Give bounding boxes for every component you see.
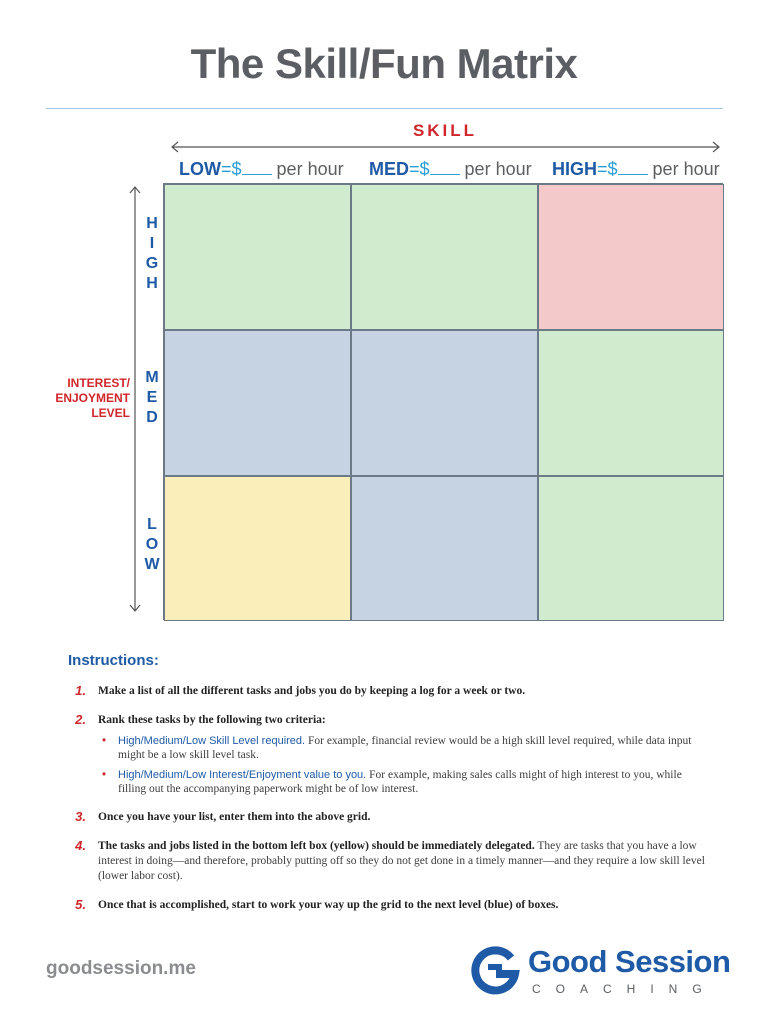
column-level: MED	[369, 159, 409, 179]
instructions-list	[68, 684, 708, 927]
grid-cell-med-high	[538, 330, 724, 476]
step-number: 5.	[75, 897, 86, 912]
grid-cell-high-high	[538, 184, 724, 330]
row-letter: L	[147, 516, 157, 533]
blank-line	[430, 160, 460, 175]
column-unit: per hour	[276, 159, 344, 179]
step-number: 1.	[75, 683, 86, 698]
sub-bullet	[98, 734, 708, 762]
step-text: They are tasks that you have a low interest in doing—and therefore, probably putting off so they do not get done in a timely manner—and they require a low skill level (lower labor cost).	[98, 840, 705, 882]
bullet-dot: •	[102, 769, 107, 781]
grid-cell-high-low	[164, 184, 351, 330]
row-letter: H	[146, 215, 158, 232]
bullet-dot: •	[102, 735, 107, 747]
sub-bullet-lead: High/Medium/Low Skill Level required.	[118, 735, 306, 747]
column-unit: per hour	[652, 159, 720, 179]
column-eq: =$	[597, 159, 618, 179]
step-number: 3.	[75, 809, 86, 824]
step-number: 2.	[75, 712, 86, 727]
row-label-low	[142, 515, 162, 575]
row-letter: W	[144, 556, 160, 573]
column-unit: per hour	[464, 159, 532, 179]
skill-axis-label: SKILL	[412, 121, 478, 140]
instruction-step	[68, 713, 708, 796]
column-eq: =$	[409, 159, 430, 179]
interest-axis-arrow	[128, 185, 142, 613]
blank-line	[618, 160, 648, 175]
column-level: LOW	[179, 159, 221, 179]
column-eq: =$	[221, 159, 242, 179]
column-level: HIGH	[552, 159, 597, 179]
column-header-high	[552, 159, 720, 180]
instruction-step	[68, 810, 708, 825]
column-header-low	[179, 159, 344, 180]
sub-bullet	[98, 768, 708, 796]
row-letter: G	[145, 255, 159, 272]
grid-cell-med-low	[164, 330, 351, 476]
interest-axis-line: LEVEL	[91, 406, 130, 420]
page-title: The Skill/Fun Matrix	[190, 40, 578, 87]
step-text-bold: The tasks and jobs listed in the bottom left box (yellow) should be immediately delegated.	[98, 840, 535, 852]
step-text-bold: Make a list of all the different tasks and jobs you do by keeping a log for a week or two.	[98, 685, 526, 697]
interest-axis-line: ENJOYMENT	[55, 391, 130, 405]
step-number: 4.	[75, 838, 86, 853]
title-divider	[46, 108, 723, 109]
instruction-step	[68, 839, 708, 884]
row-letter: M	[145, 369, 159, 386]
row-label-high	[142, 214, 162, 294]
grid-cell-low-high	[538, 476, 724, 621]
sub-bullet-text: For example, financial review would be a high skill level required, while data input might be a low skill level task.	[118, 735, 692, 761]
grid-cell-low-low	[164, 476, 351, 621]
good-session-logo	[470, 944, 735, 999]
row-letter: E	[146, 389, 158, 406]
blank-line	[242, 160, 272, 175]
instruction-step	[68, 684, 708, 699]
skill-fun-grid	[163, 183, 723, 620]
sub-bullet-text: For example, making sales calls might of high interest to you, while filling out the accompanying paperwork might be of low interest.	[118, 769, 682, 795]
column-header-med	[369, 159, 532, 180]
skill-axis-arrow	[170, 141, 721, 153]
sub-bullet-lead: High/Medium/Low Interest/Enjoyment value to you.	[118, 769, 367, 781]
grid-cell-med-med	[351, 330, 538, 476]
instruction-step	[68, 898, 708, 913]
footer-url[interactable]: goodsession.me	[46, 958, 196, 979]
step-text-bold: Once you have your list, enter them into the above grid.	[98, 811, 371, 823]
logo-subtitle: COACHING	[532, 982, 717, 996]
row-label-med	[142, 368, 162, 428]
logo-g-icon	[470, 946, 520, 998]
row-letter: D	[146, 409, 158, 426]
logo-name: Good Session	[528, 944, 731, 979]
interest-axis-line: INTEREST/	[67, 376, 130, 390]
grid-cell-high-med	[351, 184, 538, 330]
instructions-title: Instructions:	[68, 652, 159, 669]
row-letter: O	[145, 536, 159, 553]
step-text-bold: Rank these tasks by the following two criteria:	[98, 714, 326, 726]
row-letter: I	[149, 235, 155, 252]
row-letter: H	[146, 275, 158, 292]
interest-axis-label	[44, 376, 130, 421]
grid-cell-low-med	[351, 476, 538, 621]
step-text-bold: Once that is accomplished, start to work your way up the grid to the next level (blue) of boxes.	[98, 899, 559, 911]
